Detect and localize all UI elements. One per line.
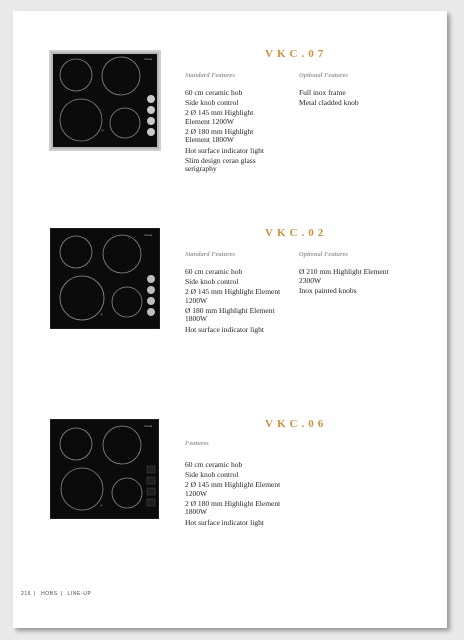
catalog-page — [13, 11, 447, 628]
model-name: VKC.07 — [265, 48, 328, 60]
feature-item: 2 Ø 180 mm Highlight Element 1800W — [185, 126, 254, 145]
feature-item: Hot surface indicator light — [185, 324, 264, 334]
page-number: 216 — [21, 591, 32, 597]
feature-item: Metal cladded knob — [299, 98, 359, 108]
features-heading: Features — [185, 440, 209, 447]
feature-item: 60 cm ceramic hob — [185, 267, 243, 276]
standard-features-list — [185, 89, 277, 175]
optional-features-heading: Optional Features — [299, 251, 348, 258]
section-name: HOBS — [41, 591, 58, 597]
feature-item: 2 Ø 145 mm Highlight Element 1200W — [185, 287, 281, 305]
feature-item: Side knob control — [185, 470, 239, 480]
svg-text:Vestel: Vestel — [144, 424, 153, 428]
feature-item: 60 cm ceramic hob — [185, 460, 243, 469]
feature-item: Ø 180 mm Highlight Element 1800W — [185, 305, 275, 324]
standard-features-heading: Standard Features — [185, 251, 236, 258]
hob-image — [50, 419, 159, 519]
feature-item: Inox painted knobs — [299, 285, 357, 295]
feature-item: 2 Ø 145 mm Highlight Element 1200W — [185, 480, 281, 498]
feature-item: Side knob control — [185, 277, 239, 287]
feature-item: Hot surface indicator light — [185, 517, 264, 527]
hob-illustration — [50, 228, 160, 329]
feature-item: Ø 210 mm Highlight Element 2300W — [299, 267, 389, 285]
hob-illustration — [49, 50, 161, 151]
feature-item: 2 Ø 145 mm Highlight Element 1200W — [185, 108, 254, 126]
feature-item: Hot surface indicator light — [185, 145, 264, 155]
model-name: VKC.02 — [265, 227, 328, 239]
feature-item: 2 Ø 180 mm Highlight Element 1800W — [185, 498, 281, 517]
hob-image — [49, 50, 161, 151]
hob-image — [50, 228, 160, 329]
optional-features-list — [299, 268, 403, 297]
feature-item: Side knob control — [185, 98, 239, 108]
standard-features-list — [185, 268, 285, 336]
model-name: VKC.06 — [265, 418, 328, 430]
optional-features-list — [299, 89, 399, 109]
svg-text:Vestel: Vestel — [144, 233, 153, 237]
svg-text:+: + — [101, 128, 104, 134]
optional-features-heading: Optional Features — [299, 72, 348, 79]
subsection-name: LINE-UP — [67, 591, 92, 597]
feature-item: 60 cm ceramic hob — [185, 88, 243, 97]
feature-item: Slim design ceran glass serigraphy — [185, 155, 256, 174]
features-list — [185, 461, 285, 529]
svg-text:Vestel: Vestel — [144, 57, 153, 61]
page-footer: 216 | HOBS | LINE-UP — [21, 591, 92, 597]
standard-features-heading: Standard Features — [185, 72, 236, 79]
svg-text:+: + — [100, 503, 103, 509]
hob-illustration — [50, 419, 159, 519]
feature-item: Full inox frame — [299, 88, 346, 97]
svg-text:+: + — [100, 312, 103, 318]
